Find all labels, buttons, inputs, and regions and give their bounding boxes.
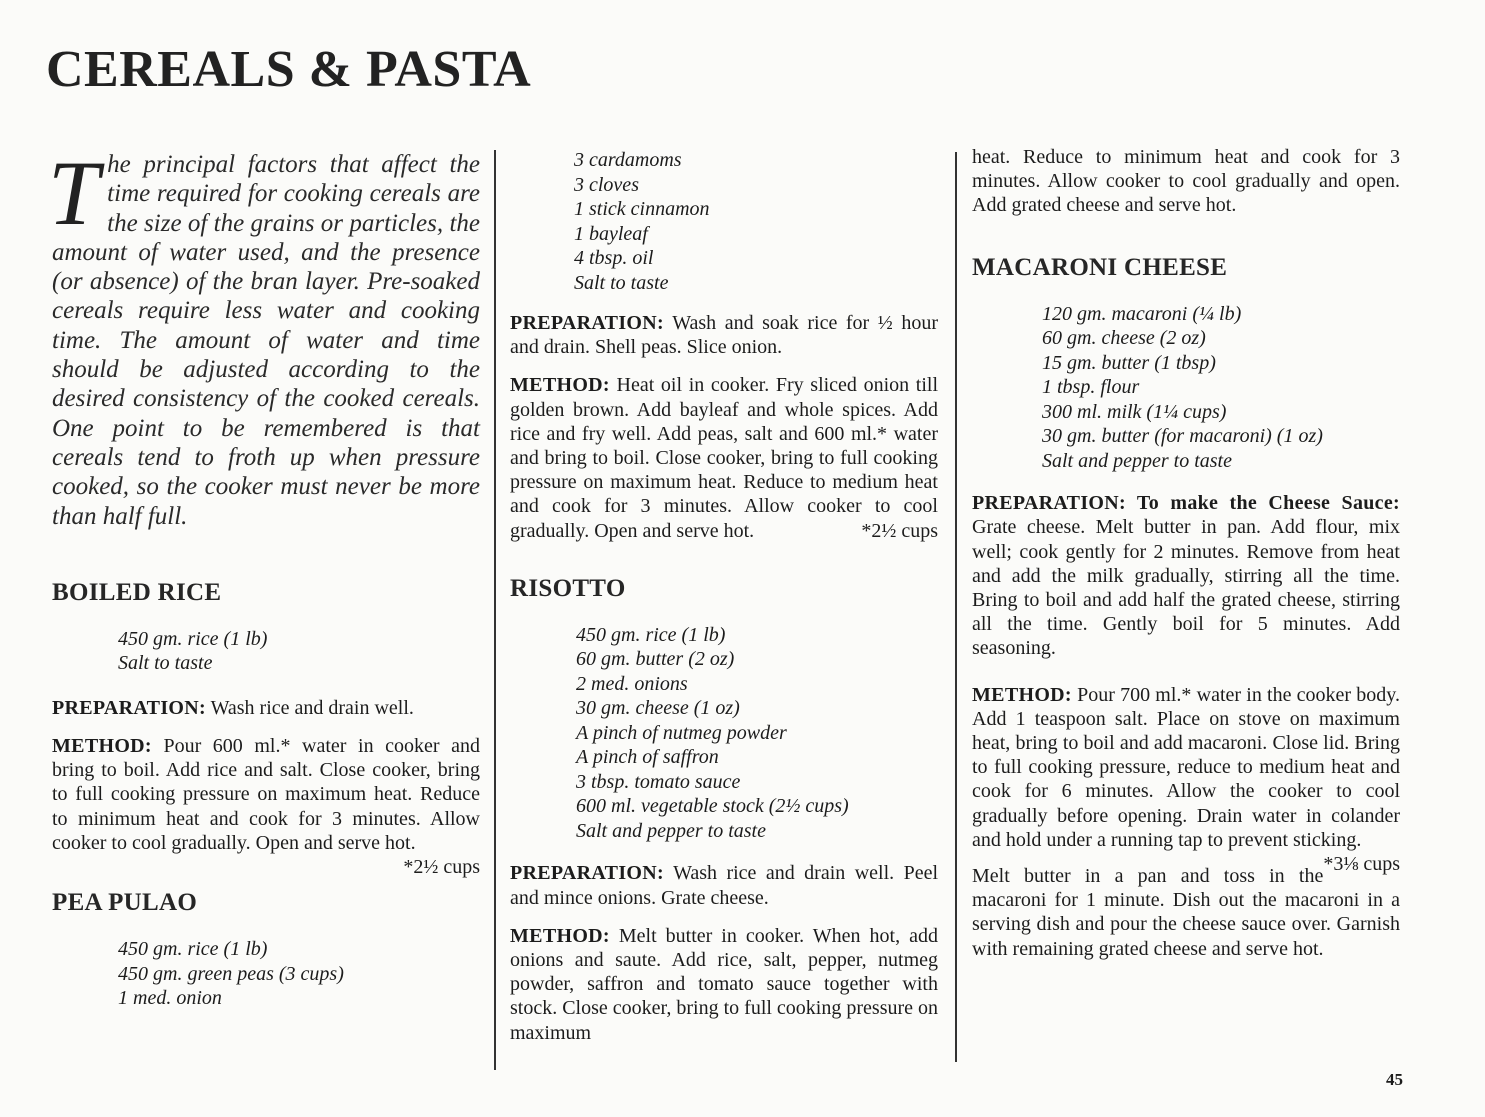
intro-text: he principal factors that affect the time required for cooking cereals are the size of the grains or particles, the amount of water used, and the presence (or absence) of the bran layer. Pre-soaked cereals require less water and cooking time. The amount of water and time should be adjusted according to the desired consistency of the cooked cereals. One point to be remembered is that cereals tend to froth up when pressure cooked, so the cooker must never be more than half full.	[52, 151, 480, 530]
ingredient: 3 cloves	[574, 173, 639, 196]
preparation-label: PREPARATION:	[510, 312, 664, 334]
preparation-text: Wash rice and drain well. Peel and mince onions. Grate cheese.	[510, 862, 939, 909]
drop-cap: T	[48, 142, 100, 244]
ingredient: Salt to taste	[574, 271, 669, 294]
ingredient: Salt and pepper to taste	[1042, 449, 1232, 472]
recipe-pea-pulao	[52, 889, 480, 1011]
ingredient: 120 gm. macaroni (¼ lb)	[1042, 302, 1242, 325]
recipe-title: RISOTTO	[510, 574, 626, 602]
ingredient-list-continued	[574, 148, 938, 295]
preparation-text: Wash rice and drain well.	[210, 696, 414, 719]
method-text: Pour 700 ml.* water in the cooker body. Add 1 teaspoon salt. Place on stove on maximum heat, bring to boil and add macaroni. Close lid. Bring to full cooking pressure, reduce to medium heat and cook for 6 minutes. Allow the cooker to cool gradually before opening. Drain water in colander and hold under a running tap to prevent sticking.	[972, 683, 1400, 851]
method-paragraph	[972, 683, 1400, 875]
preparation-text: Wash and soak rice for ½ hour and drain. Shell peas. Slice onion.	[510, 312, 938, 359]
page-title: CEREALS & PASTA	[46, 41, 532, 98]
page-number: 45	[1386, 1070, 1403, 1089]
column-1	[48, 142, 480, 1011]
ingredient: 1 stick cinnamon	[574, 198, 710, 220]
ingredient: A pinch of saffron	[576, 746, 719, 769]
method-label: METHOD:	[510, 924, 610, 947]
column-3	[972, 145, 1400, 961]
recipe-risotto	[510, 575, 938, 1045]
ingredient-list	[576, 623, 938, 844]
preparation-paragraph	[510, 311, 938, 359]
ingredient: 4 tbsp. oil	[574, 247, 654, 269]
ingredient-list	[118, 627, 480, 676]
method-text: Heat oil in cooker. Fry sliced onion till golden brown. Add bayleaf and whole spices. Add rice and fry well. Add peas, salt and 600 ml.* water and bring to boil. Close cooker, bring to full cooking pressure on maximum heat. Reduce to medium heat and cook for 3 minutes. Allow cooker to cool gradually. Open and serve hot.	[510, 374, 939, 542]
method-paragraph	[510, 373, 938, 542]
serving-paragraph: Melt butter in a pan and toss in the macaroni for 1 minute. Dish out the macaroni in a serving dish and pour the cheese sauce over. Garnish with remaining grated cheese and serve hot.	[972, 864, 1400, 960]
recipe-boiled-rice	[52, 578, 480, 879]
intro-paragraph	[48, 142, 480, 531]
recipe-title: MACARONI CHEESE	[972, 253, 1228, 281]
ingredient-list	[118, 937, 480, 1011]
ingredient: 300 ml. milk (1¼ cups)	[1042, 400, 1227, 423]
column-divider-right	[955, 152, 957, 1062]
ingredient: 30 gm. butter (for macaroni) (1 oz)	[1042, 425, 1323, 448]
ingredient: 450 gm. rice (1 lb)	[118, 938, 268, 961]
preparation-paragraph	[510, 861, 938, 909]
preparation-label: PREPARATION: To make the Cheese Sauce:	[972, 492, 1400, 515]
preparation-label: PREPARATION:	[510, 862, 664, 885]
ingredient: 3 cardamoms	[574, 149, 682, 171]
preparation-paragraph	[52, 696, 480, 720]
ingredient: 60 gm. butter (2 oz)	[576, 648, 735, 671]
ingredient: 600 ml. vegetable stock (2½ cups)	[576, 795, 849, 818]
ingredient: 450 gm. rice (1 lb)	[118, 627, 268, 650]
method-label: METHOD:	[510, 374, 610, 397]
ingredient-list	[1042, 302, 1400, 474]
method-text: Pour 600 ml.* water in cooker and bring to boil. Add rice and salt. Close cooker, bring to full cooking pressure on maximum heat. Reduce to minimum heat and cook for 3 minutes. Allow cooker to cool gradually. Open and serve hot.	[52, 735, 480, 854]
method-text: Melt butter in cooker. When hot, add onions and saute. Add rice, salt, pepper, nutmeg powder, saffron and tomato sauce together with stock. Close cooker, bring to full cooking pressure on maximum	[510, 924, 939, 1044]
ingredient: 1 med. onion	[118, 987, 222, 1010]
ingredient: 1 bayleaf	[574, 222, 648, 245]
preparation-paragraph	[972, 491, 1400, 660]
ingredient: 60 gm. cheese (2 oz)	[1042, 327, 1206, 350]
ingredient: 3 tbsp. tomato sauce	[576, 770, 741, 793]
recipe-macaroni-cheese	[972, 254, 1400, 961]
preparation-label: PREPARATION:	[52, 696, 206, 719]
method-label: METHOD:	[52, 735, 152, 758]
recipe-title: PEA PULAO	[52, 889, 198, 917]
ingredient: 450 gm. rice (1 lb)	[576, 623, 726, 646]
yield-text: *2½ cups	[403, 856, 480, 879]
column-2	[510, 148, 938, 1045]
yield-text: *3⅛ cups	[1323, 852, 1400, 875]
ingredient: 2 med. onions	[576, 672, 688, 695]
ingredient: A pinch of nutmeg powder	[576, 721, 787, 744]
ingredient: 450 gm. green peas (3 cups)	[118, 962, 344, 985]
ingredient: Salt and pepper to taste	[576, 819, 766, 842]
ingredient: 15 gm. butter (1 tbsp)	[1042, 351, 1216, 374]
method-paragraph	[510, 924, 938, 1045]
recipe-title: BOILED RICE	[52, 578, 222, 606]
method-label: METHOD:	[972, 683, 1072, 706]
ingredient: 30 gm. cheese (1 oz)	[576, 697, 740, 720]
yield-text: *2½ cups	[861, 519, 938, 542]
ingredient: Salt to taste	[118, 652, 213, 675]
column-divider-left	[494, 150, 496, 1070]
preparation-text: Grate cheese. Melt butter in pan. Add flour, mix well; cook gently for 2 minutes. Remove from heat and add the milk gradually, stirring all the time. Bring to boil and add half the grated cheese, stirring all the time. Gently boil for 5 minutes. Add seasoning.	[972, 516, 1400, 660]
method-paragraph	[52, 734, 480, 879]
ingredient: 1 tbsp. flour	[1042, 376, 1140, 399]
method-continued-paragraph: heat. Reduce to minimum heat and cook for 3 minutes. Allow cooker to cool gradually and open. Add grated cheese and serve hot.	[972, 146, 1400, 217]
